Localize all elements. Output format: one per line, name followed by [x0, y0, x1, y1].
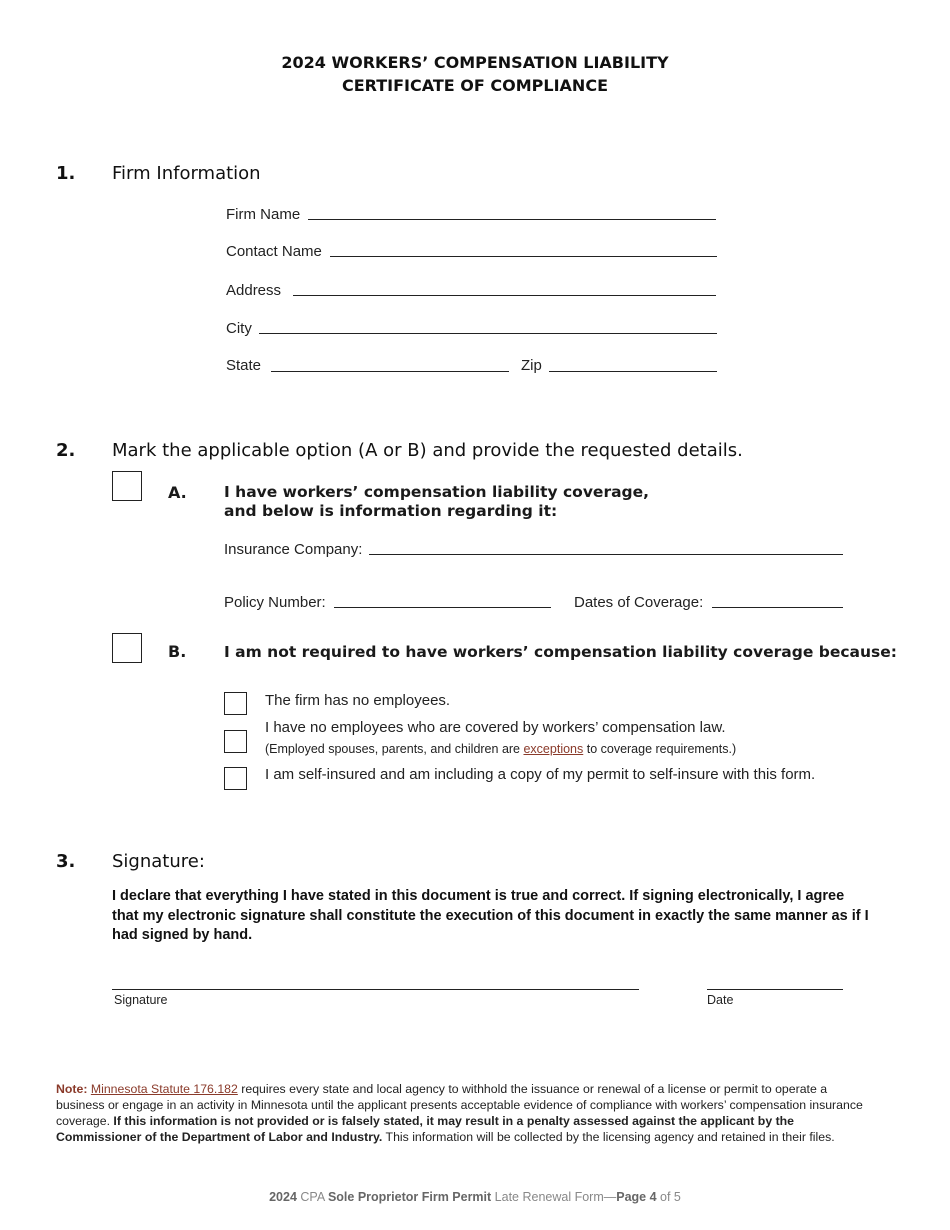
footer-of: of 5: [656, 1190, 681, 1204]
insurance-company-label: Insurance Company:: [224, 541, 363, 558]
address-label: Address: [226, 282, 282, 299]
city-field[interactable]: [259, 333, 717, 334]
section-3-heading: Signature:: [112, 851, 205, 872]
exceptions-note-prefix: (Employed spouses, parents, and children are: [265, 742, 524, 756]
city-label: City: [226, 320, 252, 337]
policy-number-field[interactable]: [334, 607, 551, 608]
self-insured-checkbox[interactable]: [224, 767, 247, 790]
signature-label: Signature: [114, 993, 168, 1007]
legal-note: [56, 1081, 866, 1145]
footer-page: Page 4: [616, 1190, 657, 1204]
dates-of-coverage-field[interactable]: [712, 607, 843, 608]
title-line-1: 2024 WORKERS’ COMPENSATION LIABILITY: [281, 53, 669, 72]
option-a-text: [224, 483, 649, 521]
no-employees-checkbox[interactable]: [224, 692, 247, 715]
option-a-text-line-2: and below is information regarding it:: [224, 502, 558, 520]
no-employees-label: The firm has no employees.: [265, 692, 451, 709]
not-covered-label: I have no employees who are covered by workers’ compensation law.: [265, 719, 726, 736]
date-label: Date: [707, 993, 734, 1007]
zip-label: Zip: [521, 357, 542, 374]
note-text-2: This information will be collected by the licensing agency and retained in their files.: [382, 1130, 835, 1144]
option-a-checkbox[interactable]: [112, 471, 142, 501]
option-b-text: I am not required to have workers’ compensation liability coverage because:: [224, 643, 897, 661]
state-field[interactable]: [271, 371, 509, 372]
signature-field[interactable]: [112, 989, 639, 990]
footer-permit: Sole Proprietor Firm Permit: [327, 1190, 492, 1204]
option-b-letter: B.: [168, 642, 187, 661]
title-line-2: CERTIFICATE OF COMPLIANCE: [341, 76, 608, 95]
exceptions-link[interactable]: exceptions: [523, 742, 584, 756]
contact-name-field[interactable]: [330, 256, 717, 257]
declaration-text: I declare that everything I have stated in this document is true and correct. If signing electronically, I agree that my electronic signature shall constitute the execution of this document in exactly the same manner as if I had signed by hand.: [112, 888, 869, 943]
dates-of-coverage-label: Dates of Coverage:: [574, 594, 704, 611]
section-1-heading: Firm Information: [112, 163, 261, 184]
option-b-checkbox[interactable]: [112, 633, 142, 663]
option-a-text-line-1: I have workers’ compensation liability coverage,: [224, 483, 650, 501]
section-3-number: 3.: [56, 851, 76, 872]
firm-name-label: Firm Name: [226, 206, 301, 223]
page-footer: [0, 1190, 950, 1204]
insurance-company-field[interactable]: [369, 554, 843, 555]
policy-number-label: Policy Number:: [224, 594, 326, 611]
contact-name-label: Contact Name: [226, 243, 322, 260]
footer-cpa: CPA: [296, 1190, 328, 1204]
date-field[interactable]: [707, 989, 843, 990]
section-1-number: 1.: [56, 163, 76, 184]
statute-link[interactable]: Minnesota Statute 176.182: [90, 1082, 238, 1096]
option-a-letter: A.: [168, 483, 187, 502]
firm-name-field[interactable]: [308, 219, 716, 220]
footer-form: Late Renewal Form—: [491, 1190, 617, 1204]
address-field[interactable]: [293, 295, 716, 296]
note-text-1: requires every state and local agency to withhold the issuance or renewal of a license or permit to operate a business or engage in an activity in Minnesota until the applicant presents acceptable evidence of compliance with workers’ compensation insurance coverage.: [56, 1082, 863, 1128]
note-bold-text: If this information is not provided or is falsely stated, it may result in a penalty assessed against the applicant by the Commissioner of the Department of Labor and Industry.: [56, 1114, 795, 1144]
section-2-number: 2.: [56, 440, 76, 461]
footer-year: 2024: [269, 1190, 297, 1204]
not-covered-checkbox[interactable]: [224, 730, 247, 753]
state-label: State: [226, 357, 262, 374]
self-insured-label: I am self-insured and am including a copy of my permit to self-insure with this form.: [265, 766, 816, 783]
exceptions-note-suffix: to coverage requirements.): [583, 742, 737, 756]
zip-field[interactable]: [549, 371, 717, 372]
exceptions-note: [265, 742, 736, 756]
form-title: [0, 51, 950, 97]
section-2-heading: Mark the applicable option (A or B) and provide the requested details.: [112, 440, 743, 461]
note-label: Note:: [56, 1082, 88, 1096]
